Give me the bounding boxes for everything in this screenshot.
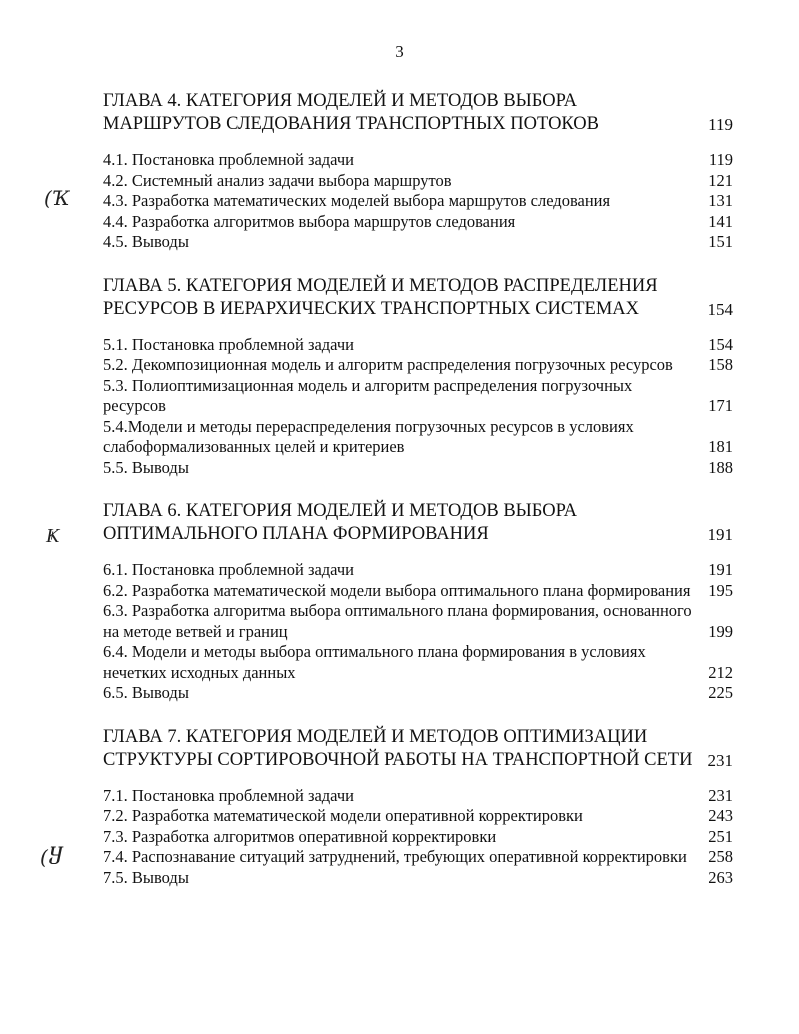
chapter-title-text: ГЛАВА 7. КАТЕГОРИЯ МОДЕЛЕЙ И МЕТОДОВ ОПТИМИЗАЦИИ СТРУКТУРЫ СОРТИРОВОЧНОЙ РАБОТЫ НА ТРАНСПОРТНОЙ СЕТИ [103,726,693,770]
entry-title: 6.4. Модели и методы выбора оптимального плана формирования в условиях нечетких исходных данных [103,642,646,682]
chapter-page: 119 [708,115,733,134]
entry-title: 4.4. Разработка алгоритмов выбора маршрутов следования [103,211,516,231]
chapter-title [103,500,733,546]
toc-entry [103,417,733,458]
chapter-title [103,726,733,772]
toc-entry [103,150,733,171]
entry-title: 7.2. Разработка математической модели оперативной корректировки [103,806,583,825]
handwritten-margin-mark: (Ҡ [44,186,70,210]
toc-entry [103,560,733,581]
chapter-page: 231 [707,750,733,770]
entry-page: 188 [708,457,733,477]
chapter-title [103,275,733,321]
entry-title: 4.1. Постановка проблемной задачи [103,150,354,169]
entry-title: 7.1. Постановка проблемной задачи [103,785,354,805]
entry-title: 5.3. Полиоптимизационная модель и алгоритм распределения погрузочных ресурсов [103,375,633,415]
toc-entry [103,786,733,807]
toc-entry [103,376,733,417]
entry-title: 4.2. Системный анализ задачи выбора маршрутов [103,170,452,190]
entry-title: 4.5. Выводы [103,232,189,251]
chapter-4 [103,90,733,253]
toc-entry [103,642,733,683]
chapter-5 [103,275,733,479]
table-of-contents [103,90,733,910]
entry-page: 154 [708,334,733,354]
toc-entry [103,601,733,642]
entry-page: 225 [708,683,733,702]
entry-page: 191 [708,560,733,579]
entry-page: 243 [708,806,733,825]
handwritten-margin-mark: Ҝ [46,523,60,547]
entry-page: 212 [708,662,733,682]
handwritten-margin-mark: (Ⴘ [40,845,63,869]
toc-entry [103,232,733,253]
entry-page: 195 [708,580,733,600]
chapter-title [103,90,733,136]
toc-entry [103,355,733,376]
chapter-title-text: ГЛАВА 4. КАТЕГОРИЯ МОДЕЛЕЙ И МЕТОДОВ ВЫБОРА МАРШРУТОВ СЛЕДОВАНИЯ ТРАНСПОРТНЫХ ПОТОКОВ [103,91,600,134]
entry-page: 199 [708,621,733,641]
entry-page: 181 [708,437,733,456]
entry-title: 7.3. Разработка алгоритмов оперативной корректировки [103,826,497,846]
entry-title: 5.1. Постановка проблемной задачи [103,334,354,354]
entry-title: 7.5. Выводы [103,867,189,887]
toc-entry [103,458,733,479]
entry-page: 231 [708,785,733,805]
toc-entry [103,171,733,192]
entry-title: 6.2. Разработка математической модели выбора оптимального плана формирования [103,580,691,600]
entry-page: 251 [708,826,733,846]
entry-page: 151 [708,232,733,251]
toc-entry [103,212,733,233]
chapter-title-text: ГЛАВА 6. КАТЕГОРИЯ МОДЕЛЕЙ И МЕТОДОВ ВЫБОРА ОПТИМАЛЬНОГО ПЛАНА ФОРМИРОВАНИЯ [103,501,577,544]
entry-title: 5.4.Модели и методы перераспределения погрузочных ресурсов в условиях слабоформализованных целей и критериев [103,416,634,456]
chapter-page: 191 [707,525,733,544]
entry-title: 5.5. Выводы [103,457,189,477]
entry-page: 131 [708,191,733,210]
toc-entry [103,847,733,868]
entry-page: 158 [708,355,733,374]
toc-entry [103,868,733,889]
toc-entry [103,806,733,827]
toc-entry [103,335,733,356]
chapter-page: 154 [707,299,733,319]
entry-page: 119 [708,150,733,169]
entry-title: 6.3. Разработка алгоритма выбора оптимального плана формирования, основанного на методе ветвей и границ [103,601,692,641]
chapter-6 [103,500,733,704]
entry-title: 6.5. Выводы [103,683,189,702]
page-number: 3 [395,42,404,61]
entry-title: 4.3. Разработка математических моделей выбора маршрутов следования [103,191,611,210]
toc-entry [103,581,733,602]
chapter-title-text: ГЛАВА 5. КАТЕГОРИЯ МОДЕЛЕЙ И МЕТОДОВ РАСПРЕДЕЛЕНИЯ РЕСУРСОВ В ИЕРАРХИЧЕСКИХ ТРАНСПОРТНЫХ СИСТЕМАХ [103,275,658,319]
entry-page: 121 [708,170,733,190]
toc-entry [103,827,733,848]
entry-title: 7.4. Распознавание ситуаций затруднений, требующих оперативной корректировки [103,847,687,866]
toc-entry [103,191,733,212]
entry-page: 263 [708,867,733,887]
chapter-7 [103,726,733,889]
entry-title: 6.1. Постановка проблемной задачи [103,560,354,579]
entry-page: 171 [708,396,733,415]
entry-page: 258 [708,847,733,866]
toc-entry [103,683,733,704]
entry-page: 141 [708,211,733,231]
entry-title: 5.2. Декомпозиционная модель и алгоритм распределения погрузочных ресурсов [103,355,673,374]
